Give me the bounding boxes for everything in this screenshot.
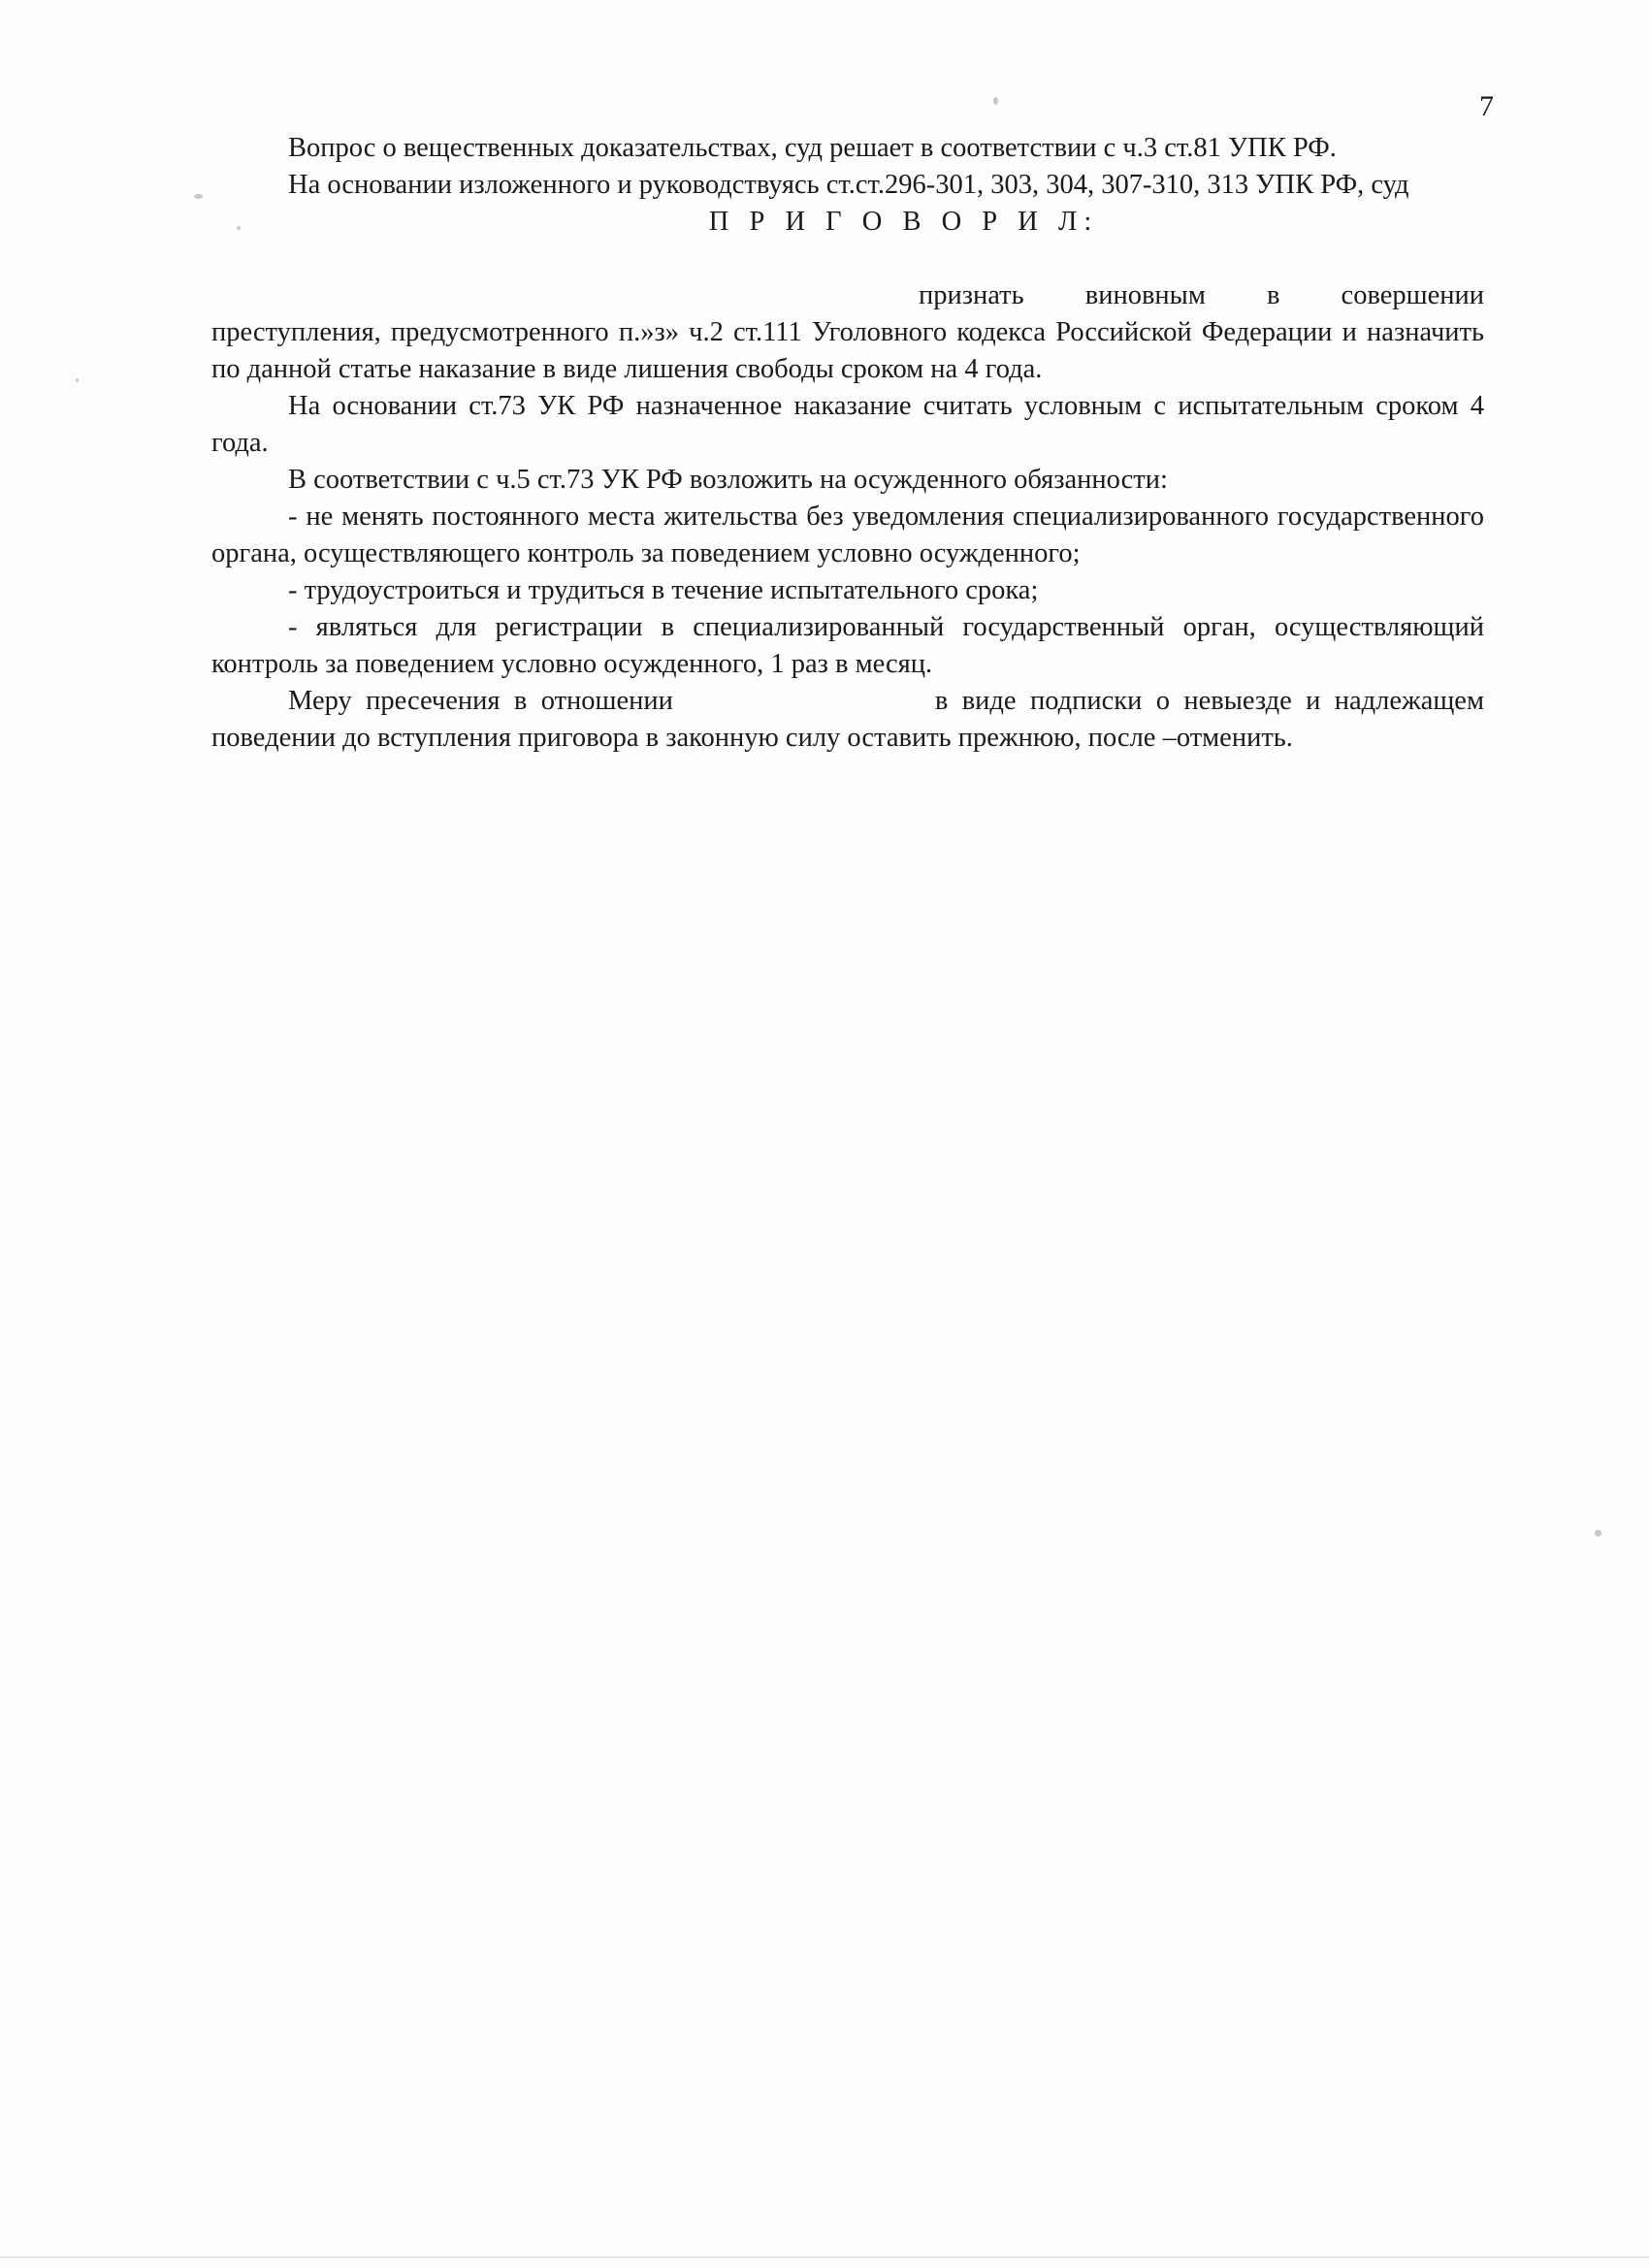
paragraph-guilty-text: признать виновным в совершении преступления, предусмотренного п.»з» ч.2 ст.111 Уголовного кодекса Российской Федерации и назначить по данной статье наказание в виде лишения свободы сроком на 4 года. [211, 280, 1484, 384]
paragraph-restraint-start: Меру пресечения в отношении [288, 686, 673, 716]
paragraph-restraint [211, 683, 1484, 757]
obligation-item-registration: - являться для регистрации в специализированный государственный орган, осуществляющий контроль за поведением условно осужденного, 1 раз в месяц. [211, 612, 1484, 679]
page-number: 7 [1479, 90, 1494, 122]
scan-speck [76, 378, 79, 382]
obligation-item-residence: - не менять постоянного места жительства без уведомления специализированного государственного органа, осуществляющего контроль за поведением условно осужденного; [211, 502, 1484, 568]
paragraph-obligations: В соответствии с ч.5 ст.73 УК РФ возложить на осужденного обязанности: [288, 465, 1168, 495]
scan-speck [194, 194, 203, 199]
paragraph-legal-basis: На основании изложенного и руководствуясь ст.ст.296-301, 303, 304, 307-310, 313 УПК РФ, суд [288, 170, 1409, 200]
spacer [211, 241, 1484, 277]
verdict-title: П Р И Г О В О Р И Л: [708, 207, 1099, 237]
scan-speck [1595, 1530, 1601, 1537]
paragraph-evidence: Вопрос о вещественных доказательствах, суд решает в соответствии с ч.3 ст.81 УПК РФ. [288, 133, 1337, 163]
paragraph-probation: На основании ст.73 УК РФ назначенное наказание считать условным с испытательным сроком 4 года. [211, 391, 1484, 458]
scan-speck [237, 226, 241, 230]
scan-speck [993, 97, 998, 105]
paragraph-guilty [211, 277, 1484, 388]
paragraph-restraint-end: в виде подписки о невыезде и надлежащем поведении до вступления приговора в законную силу оставить прежнюю, после –отменить. [211, 686, 1484, 753]
scan-edge-line [0, 2256, 1649, 2258]
obligation-item-employment: - трудоустроиться и трудиться в течение испытательного срока; [288, 575, 1039, 605]
document-body [211, 130, 1484, 757]
